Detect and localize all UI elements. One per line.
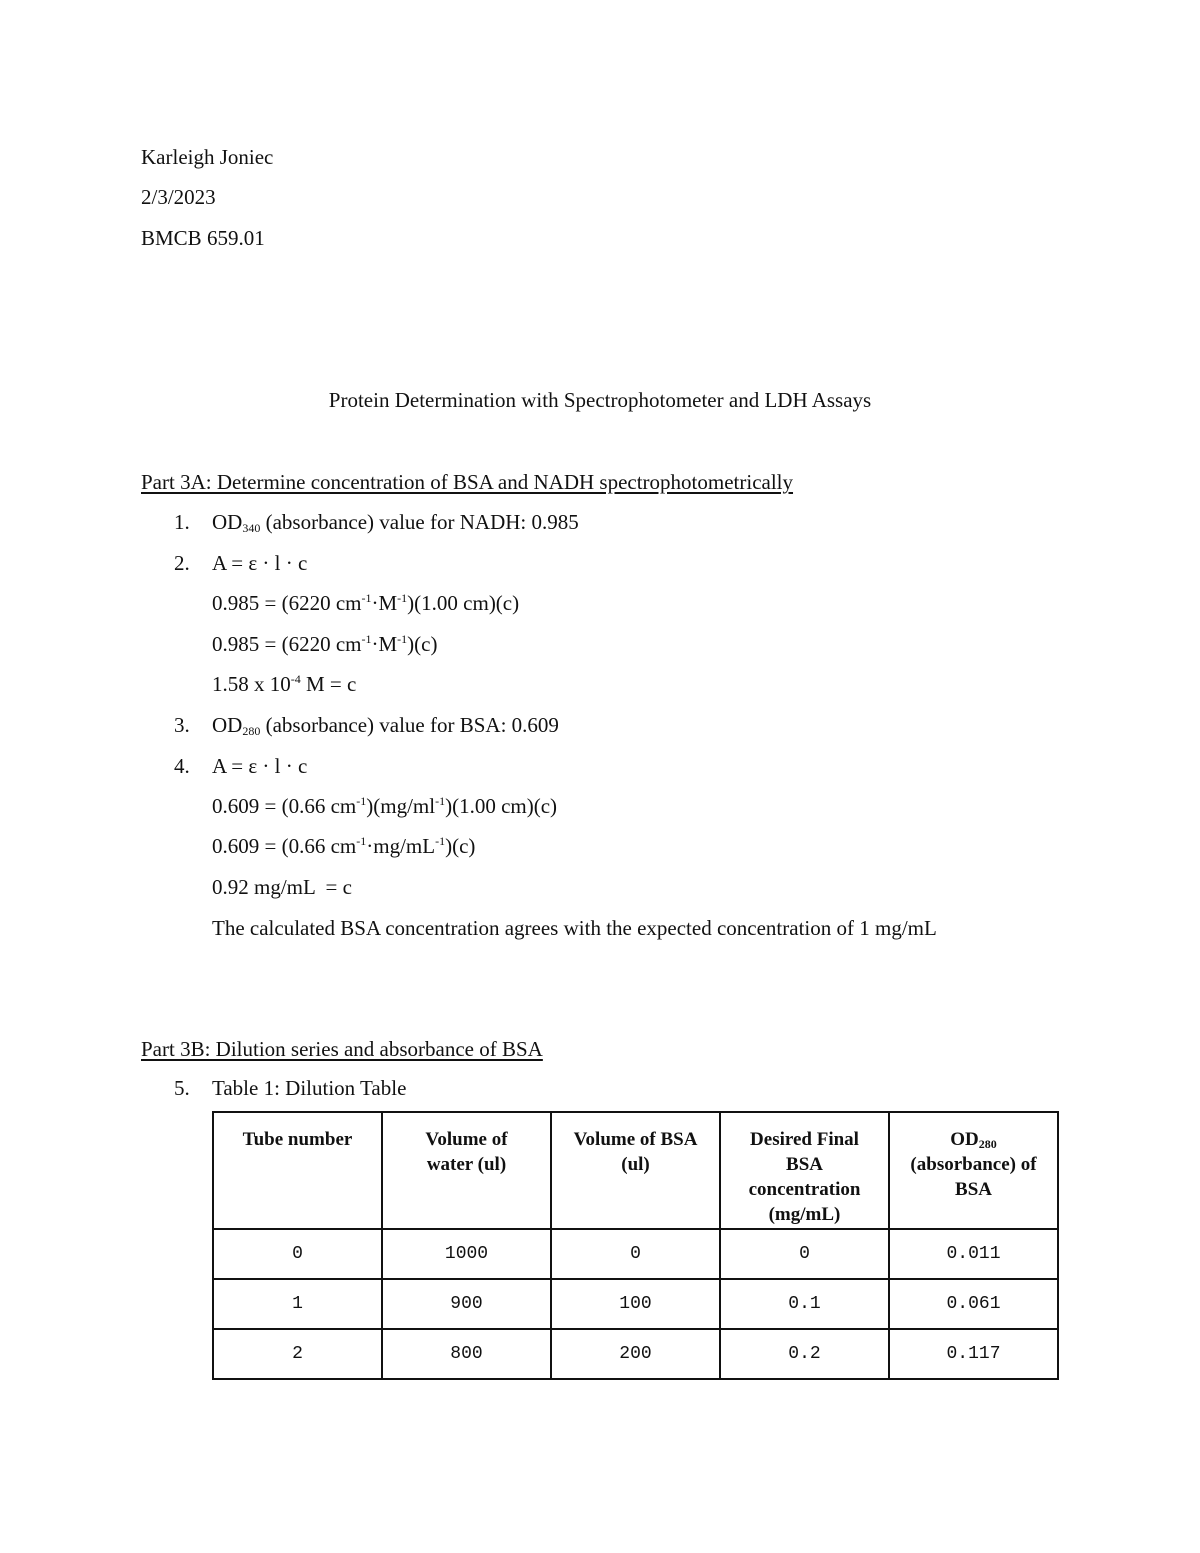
nadh-calc-result: 1.58 x $10^{-4}$ M = c [212, 672, 357, 696]
bsa-od-line: $OD_{280}$ (absorbance) value for BSA: 0.609 [212, 713, 559, 738]
cell-tube: 2 [213, 1329, 382, 1379]
bsa-calc-result: 0.92 mg/mL = c [212, 875, 352, 899]
list-number: 3. [174, 713, 190, 737]
beer-lambert-equation: A = ε · l · c [212, 754, 308, 778]
cell-tube: 0 [213, 1229, 382, 1279]
header-volume-water: Volume of water (ul) [382, 1112, 551, 1229]
header-od280: OD280 (absorbance) of BSA [889, 1112, 1058, 1229]
table-header-row [213, 1112, 1058, 1229]
cell-concentration: 0.2 [720, 1329, 889, 1379]
cell-od280: 0.011 [889, 1229, 1058, 1279]
date: 2/3/2023 [141, 185, 216, 209]
cell-water: 1000 [382, 1229, 551, 1279]
header-final-concentration: Desired Final BSA concentration (mg/mL) [720, 1112, 889, 1229]
beer-lambert-equation: A = ε · l · c [212, 551, 308, 575]
table-caption: Table 1: Dilution Table [212, 1076, 407, 1100]
cell-bsa: 0 [551, 1229, 720, 1279]
cell-od280: 0.117 [889, 1329, 1058, 1379]
table-row [213, 1229, 1058, 1279]
list-number: 1. [174, 510, 190, 534]
nadh-od-line: $OD_{340}$ (absorbance) value for NADH: 0.985 [212, 510, 579, 535]
bsa-conclusion: The calculated BSA concentration agrees with the expected concentration of 1 mg/mL [212, 916, 937, 940]
bsa-calc-step-1: 0.609 = (0.66 $cm^{-1})(mg/ml^{-1})(1.00$ cm)(c) [212, 794, 558, 818]
nadh-calc-step-2: 0.985 = (6220 $cm^{-1}\cdot M^{-1})(c)$ [212, 632, 438, 656]
table-row [213, 1329, 1058, 1379]
author-name: Karleigh Joniec [141, 145, 274, 169]
nadh-calc-step-1: 0.985 = (6220 $cm^{-1}\cdot M^{-1})(1.00$ cm)(c) [212, 591, 520, 615]
cell-water: 900 [382, 1279, 551, 1329]
table-row [213, 1279, 1058, 1329]
part-3b-heading: Part 3B: Dilution series and absorbance of BSA [141, 1037, 543, 1061]
cell-water: 800 [382, 1329, 551, 1379]
cell-od280: 0.061 [889, 1279, 1058, 1329]
document-title: Protein Determination with Spectrophotometer and LDH Assays [328, 388, 872, 412]
list-number: 2. [174, 551, 190, 575]
part-3a-heading: Part 3A: Determine concentration of BSA and NADH spectrophotometrically [141, 470, 794, 494]
cell-concentration: 0 [720, 1229, 889, 1279]
header-volume-bsa: Volume of BSA (ul) [551, 1112, 720, 1229]
cell-tube: 1 [213, 1279, 382, 1329]
cell-bsa: 200 [551, 1329, 720, 1379]
list-number: 5. [174, 1076, 190, 1100]
list-number: 4. [174, 754, 190, 778]
cell-concentration: 0.1 [720, 1279, 889, 1329]
course-code: BMCB 659.01 [141, 226, 265, 250]
bsa-calc-step-2: 0.609 = (0.66 $cm^{-1}\cdot mg/mL^{-1})(c)$ [212, 834, 476, 858]
dilution-table [212, 1111, 1059, 1380]
cell-bsa: 100 [551, 1279, 720, 1329]
header-tube-number: Tube number [213, 1112, 382, 1229]
